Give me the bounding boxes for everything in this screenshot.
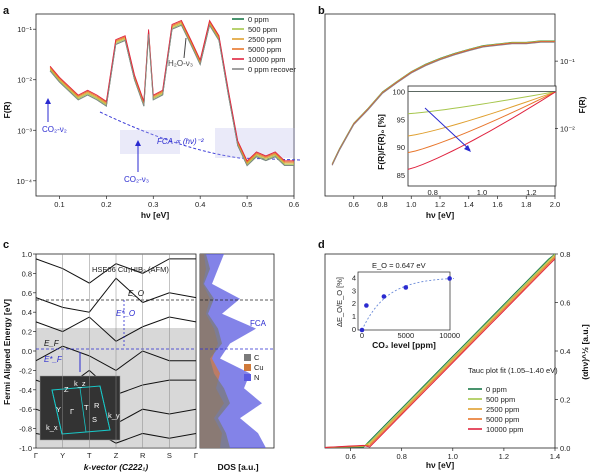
panel-c-y-ticks: [19, 250, 36, 453]
panel-d-legend: [468, 385, 524, 434]
y-tick-label: 0.0: [21, 347, 32, 356]
panel-d-inset-ylabel: ΔE_O/E_O [%]: [335, 276, 344, 328]
dos-legend-swatch: [244, 374, 251, 381]
y-tick-label: 0.4: [560, 347, 571, 356]
inset-data-point: [447, 276, 452, 281]
y-tick-label: -0.4: [19, 385, 32, 395]
y-tick-label: 10⁻²: [560, 124, 575, 134]
y-tick-label: 0.2: [560, 395, 571, 405]
panel-d-xlabel: hν [eV]: [425, 460, 455, 470]
panel-b-x-ticks: [349, 196, 561, 209]
panel-c-letter: c: [3, 239, 10, 251]
x-tick-label: 1.0: [447, 452, 458, 461]
bz-label: k_z: [74, 379, 86, 388]
k-tick-label: Z: [113, 451, 119, 460]
panel-a-xlabel: hν [eV]: [140, 210, 170, 220]
panel-c: [2, 239, 274, 472]
y-tick-label: 1.0: [21, 250, 32, 259]
inset-y-tick-label: 100: [392, 87, 405, 97]
legend-entry: 2500 ppm: [486, 405, 520, 414]
dos-fca-label: FCA: [250, 319, 266, 328]
x-tick-label: 1.0: [406, 200, 417, 209]
eo-star-label: E*_O: [116, 309, 136, 318]
inset-y-tick-label: 85: [396, 170, 405, 180]
dos-legend-swatch: [244, 354, 251, 361]
dos-legend-entry: Cu: [254, 363, 264, 372]
panel-d: [318, 239, 590, 470]
inset-y-tick-label: 4: [351, 273, 356, 283]
legend-entry: 10000 ppm: [486, 425, 524, 434]
panel-d-inset-frame: [358, 272, 450, 330]
panel-a-ylabel: F(R): [2, 101, 12, 119]
y-tick-label: 0.2: [21, 327, 32, 337]
y-tick-label: -0.6: [19, 405, 32, 415]
inset-y-tick-label: 95: [396, 115, 405, 125]
x-tick-label: 0.6: [348, 200, 359, 209]
x-tick-label: 0.1: [54, 200, 65, 209]
y-tick-label: -1.0: [19, 444, 32, 453]
y-tick-label: 10⁻⁴: [16, 176, 32, 186]
co2-v2-arrowhead: [45, 98, 51, 104]
inset-data-point: [382, 294, 387, 299]
x-tick-label: 1.4: [549, 452, 561, 461]
bz-label: T: [84, 403, 89, 412]
panel-a: [2, 5, 300, 220]
inset-x-tick-label: 5000: [397, 331, 415, 340]
k-tick-label: T: [87, 451, 92, 460]
x-tick-label: 0.4: [194, 200, 206, 209]
panel-b: [318, 5, 587, 220]
panel-d-inset-xlabel: CO₂ level [ppm]: [372, 340, 436, 350]
panel-a-y-ticks: [16, 25, 36, 186]
legend-entry: 500 ppm: [248, 25, 278, 34]
y-tick-label: 0.0: [560, 444, 571, 453]
y-tick-label: 0.6: [560, 298, 571, 308]
dos-legend-swatch: [244, 364, 251, 371]
ef-label: E_F: [44, 339, 59, 348]
x-tick-label: 1.2: [434, 200, 446, 209]
inset-y-tick-label: 3: [351, 286, 356, 296]
x-tick-label: 1.2: [498, 452, 510, 461]
panel-a-letter: a: [3, 5, 10, 17]
y-tick-label: 0.4: [21, 308, 32, 318]
legend-entry: 0 ppm: [248, 15, 269, 24]
panel-b-letter: b: [318, 5, 325, 17]
panel-a-legend: [232, 15, 296, 74]
panel-d-ylabel: (αhν)^½ [a.u.]: [580, 324, 590, 380]
legend-entry: 5000 ppm: [486, 415, 520, 424]
bz-label: Γ: [70, 407, 75, 416]
bz-label: Z: [64, 385, 69, 394]
legend-entry: 5000 ppm: [248, 45, 282, 54]
x-tick-label: 1.4: [463, 200, 474, 209]
y-tick-label: 0.6: [21, 288, 32, 298]
panel-b-y-ticks: [555, 57, 575, 133]
legend-entry: 10000 ppm: [248, 55, 286, 64]
dos-legend-entry: N: [254, 373, 260, 382]
panel-d-y-ticks: [555, 250, 570, 453]
y-tick-label: 10⁻¹: [560, 57, 575, 67]
panel-b-inset-ylabel: F(R)/F(R)₀ [%]: [376, 114, 386, 170]
panel-c-xlabel: k-vector (C222₁): [83, 462, 149, 472]
panel-c-dos-xlabel: DOS [a.u.]: [217, 462, 259, 472]
h2o-v3-label: H₂O-ν₃: [168, 59, 194, 68]
k-tick-label: Y: [60, 451, 66, 460]
panel-b-ylabel: F(R): [577, 96, 587, 114]
panel-d-legend-title: Tauc plot fit (1.05–1.40 eV): [468, 366, 558, 375]
fca-label: FCA ∝ (hν)⁻²: [157, 137, 204, 146]
y-tick-label: 10⁻¹: [17, 25, 32, 35]
panel-d-inset-title: E_O = 0.647 eV: [372, 261, 426, 270]
inset-y-tick-label: 90: [396, 143, 405, 153]
k-tick-label: R: [139, 451, 146, 460]
x-tick-label: 0.8: [396, 452, 407, 461]
x-tick-label: 0.8: [377, 200, 388, 209]
y-tick-label: 0.8: [560, 250, 571, 259]
co2-v3-label: CO₂-ν₃: [124, 175, 150, 184]
bz-label: S: [92, 415, 98, 424]
legend-entry: 0 ppm: [486, 385, 507, 394]
inset-x-tick-label: 0: [359, 331, 365, 340]
x-tick-label: 2.0: [549, 200, 561, 209]
bz-label: Y: [56, 405, 62, 414]
k-tick-label: Γ: [33, 451, 39, 460]
inset-x-tick-label: 1.2: [526, 188, 537, 197]
k-tick-label: Γ: [193, 451, 199, 460]
h2o-v3-arrow: [184, 38, 186, 58]
y-tick-label: 10⁻³: [17, 126, 32, 136]
inset-y-tick-label: 0: [351, 325, 356, 334]
inset-data-point: [364, 303, 369, 308]
y-tick-label: -0.8: [19, 424, 32, 434]
panel-b-xlabel: hν [eV]: [425, 210, 455, 220]
x-tick-label: 0.3: [148, 200, 159, 209]
inset-x-tick-label: 0.8: [427, 188, 438, 197]
legend-entry: 2500 ppm: [248, 35, 282, 44]
bz-label: k_x: [46, 423, 58, 432]
x-tick-label: 0.6: [288, 200, 300, 209]
co2-v2-label: CO₂-ν₂: [42, 125, 67, 134]
dos-legend: [244, 353, 264, 382]
x-tick-label: 0.5: [241, 200, 253, 209]
panel-c-title: HSE06 Cu₃HIB₂ (AFM): [92, 265, 169, 274]
bz-label: k_y: [108, 411, 120, 420]
inset-x-tick-label: 1.0: [476, 188, 488, 197]
y-tick-label: -0.2: [19, 366, 32, 376]
k-tick-label: S: [166, 451, 172, 460]
inset-x-tick-label: 10000: [439, 331, 461, 340]
inset-y-tick-label: 1: [351, 312, 356, 322]
dos-legend-entry: C: [254, 353, 260, 362]
legend-entry: 0 ppm recover: [248, 65, 296, 74]
panel-a-x-ticks: [54, 196, 299, 209]
bz-label: R: [94, 401, 100, 410]
panel-d-letter: d: [318, 239, 325, 251]
x-tick-label: 0.2: [101, 200, 112, 209]
x-tick-label: 0.6: [345, 452, 356, 461]
ef-star-label: E*_F: [44, 355, 62, 364]
legend-entry: 500 ppm: [486, 395, 516, 404]
panel-c-ylabel: Fermi Aligned Energy [eV]: [2, 299, 12, 405]
x-tick-label: 1.6: [492, 200, 503, 209]
y-tick-label: 10⁻²: [17, 75, 32, 85]
x-tick-label: 1.8: [521, 200, 532, 209]
dos-curves: [200, 254, 266, 448]
y-tick-label: 0.8: [21, 269, 32, 279]
eo-label: E_O: [128, 289, 145, 298]
inset-data-point: [404, 285, 409, 290]
inset-y-tick-label: 2: [351, 299, 356, 309]
